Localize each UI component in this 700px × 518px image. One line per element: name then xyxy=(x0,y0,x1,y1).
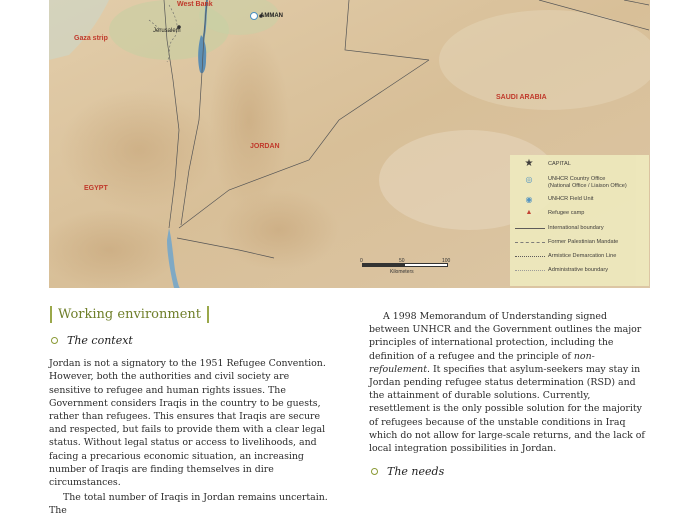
scale-tick-0: 0 xyxy=(360,258,363,264)
office-icon: ◎ xyxy=(525,175,533,184)
map-label-egypt: EGYPT xyxy=(84,185,108,192)
circle-bullet-icon xyxy=(51,337,58,344)
camp-triangle-icon: ▲ xyxy=(525,209,533,216)
solid-line-icon xyxy=(515,228,545,229)
field-unit-icon: ◉ xyxy=(525,195,533,204)
subheading-needs: The needs xyxy=(369,465,649,478)
dotted-line-icon xyxy=(515,256,545,257)
map-label-gaza: Gaza strip xyxy=(74,35,108,42)
section-title: Working environment xyxy=(50,306,209,323)
subheading-context: The context xyxy=(49,334,331,347)
map-label-west-bank: West Bank xyxy=(177,1,213,8)
dashed-line-icon xyxy=(515,242,545,243)
map-legend: ★ CAPITAL ◎ UNHCR Country Office (National Office / Liaison Office) ◉ UNHCR Field Unit ▲ Refugee camp International boundary Former Palestinian Mandate Armistice Demarcation Line Administrative boundary xyxy=(510,155,649,286)
scale-unit: Kilometers xyxy=(390,269,414,275)
map-label-amman: AMMAN xyxy=(260,13,283,19)
paragraph-iraqi-numbers: The total number of Iraqis in Jordan remains uncertain. The xyxy=(49,492,328,517)
right-column xyxy=(369,310,649,488)
emphasis-non-refoulement: non-refoulement xyxy=(369,350,595,375)
paragraph-context: Jordan is not a signatory to the 1951 Refugee Convention. However, both the authorities and civil society are sensitive to refugee and human rights issues. The Government considers Iraqis in the country to be guests, rather than refugees. This ensures that Iraqis are secure and respected, but fails to provide them with a clear legal status. Without legal status or access to livelihoods, and facing a precarious economic situation, an increasing number of Iraqis are finding themselves in dire circumstances. xyxy=(49,358,326,489)
map-scale-bar xyxy=(360,258,450,280)
left-column xyxy=(49,306,331,518)
star-icon: ★ xyxy=(524,158,534,169)
map-label-saudi-arabia: SAUDI ARABIA xyxy=(496,94,547,101)
scale-tick-100: 100 xyxy=(442,258,451,264)
admin-line-icon xyxy=(515,270,545,271)
map-label-jerusalem: Jerusalem xyxy=(153,28,181,34)
circle-bullet-icon xyxy=(371,468,378,475)
map-label-jordan: JORDAN xyxy=(250,143,280,150)
scale-tick-50: 50 xyxy=(399,258,405,264)
paragraph-memorandum: A 1998 Memorandum of Understanding signed between UNHCR and the Government outlines the major principles of international protection, including the definition of a refugee and the principle of non-refoulement. It specifies that asylum-seekers may stay in Jordan pending refugee status determination (RSD) and the attainment of durable solutions. Currently, resettlement is the only possible solution for the majority of refugees because of the unstable conditions in Iraq which do not allow for large-scale returns, and the lack of local integration possibilities in Jordan. xyxy=(369,311,645,455)
